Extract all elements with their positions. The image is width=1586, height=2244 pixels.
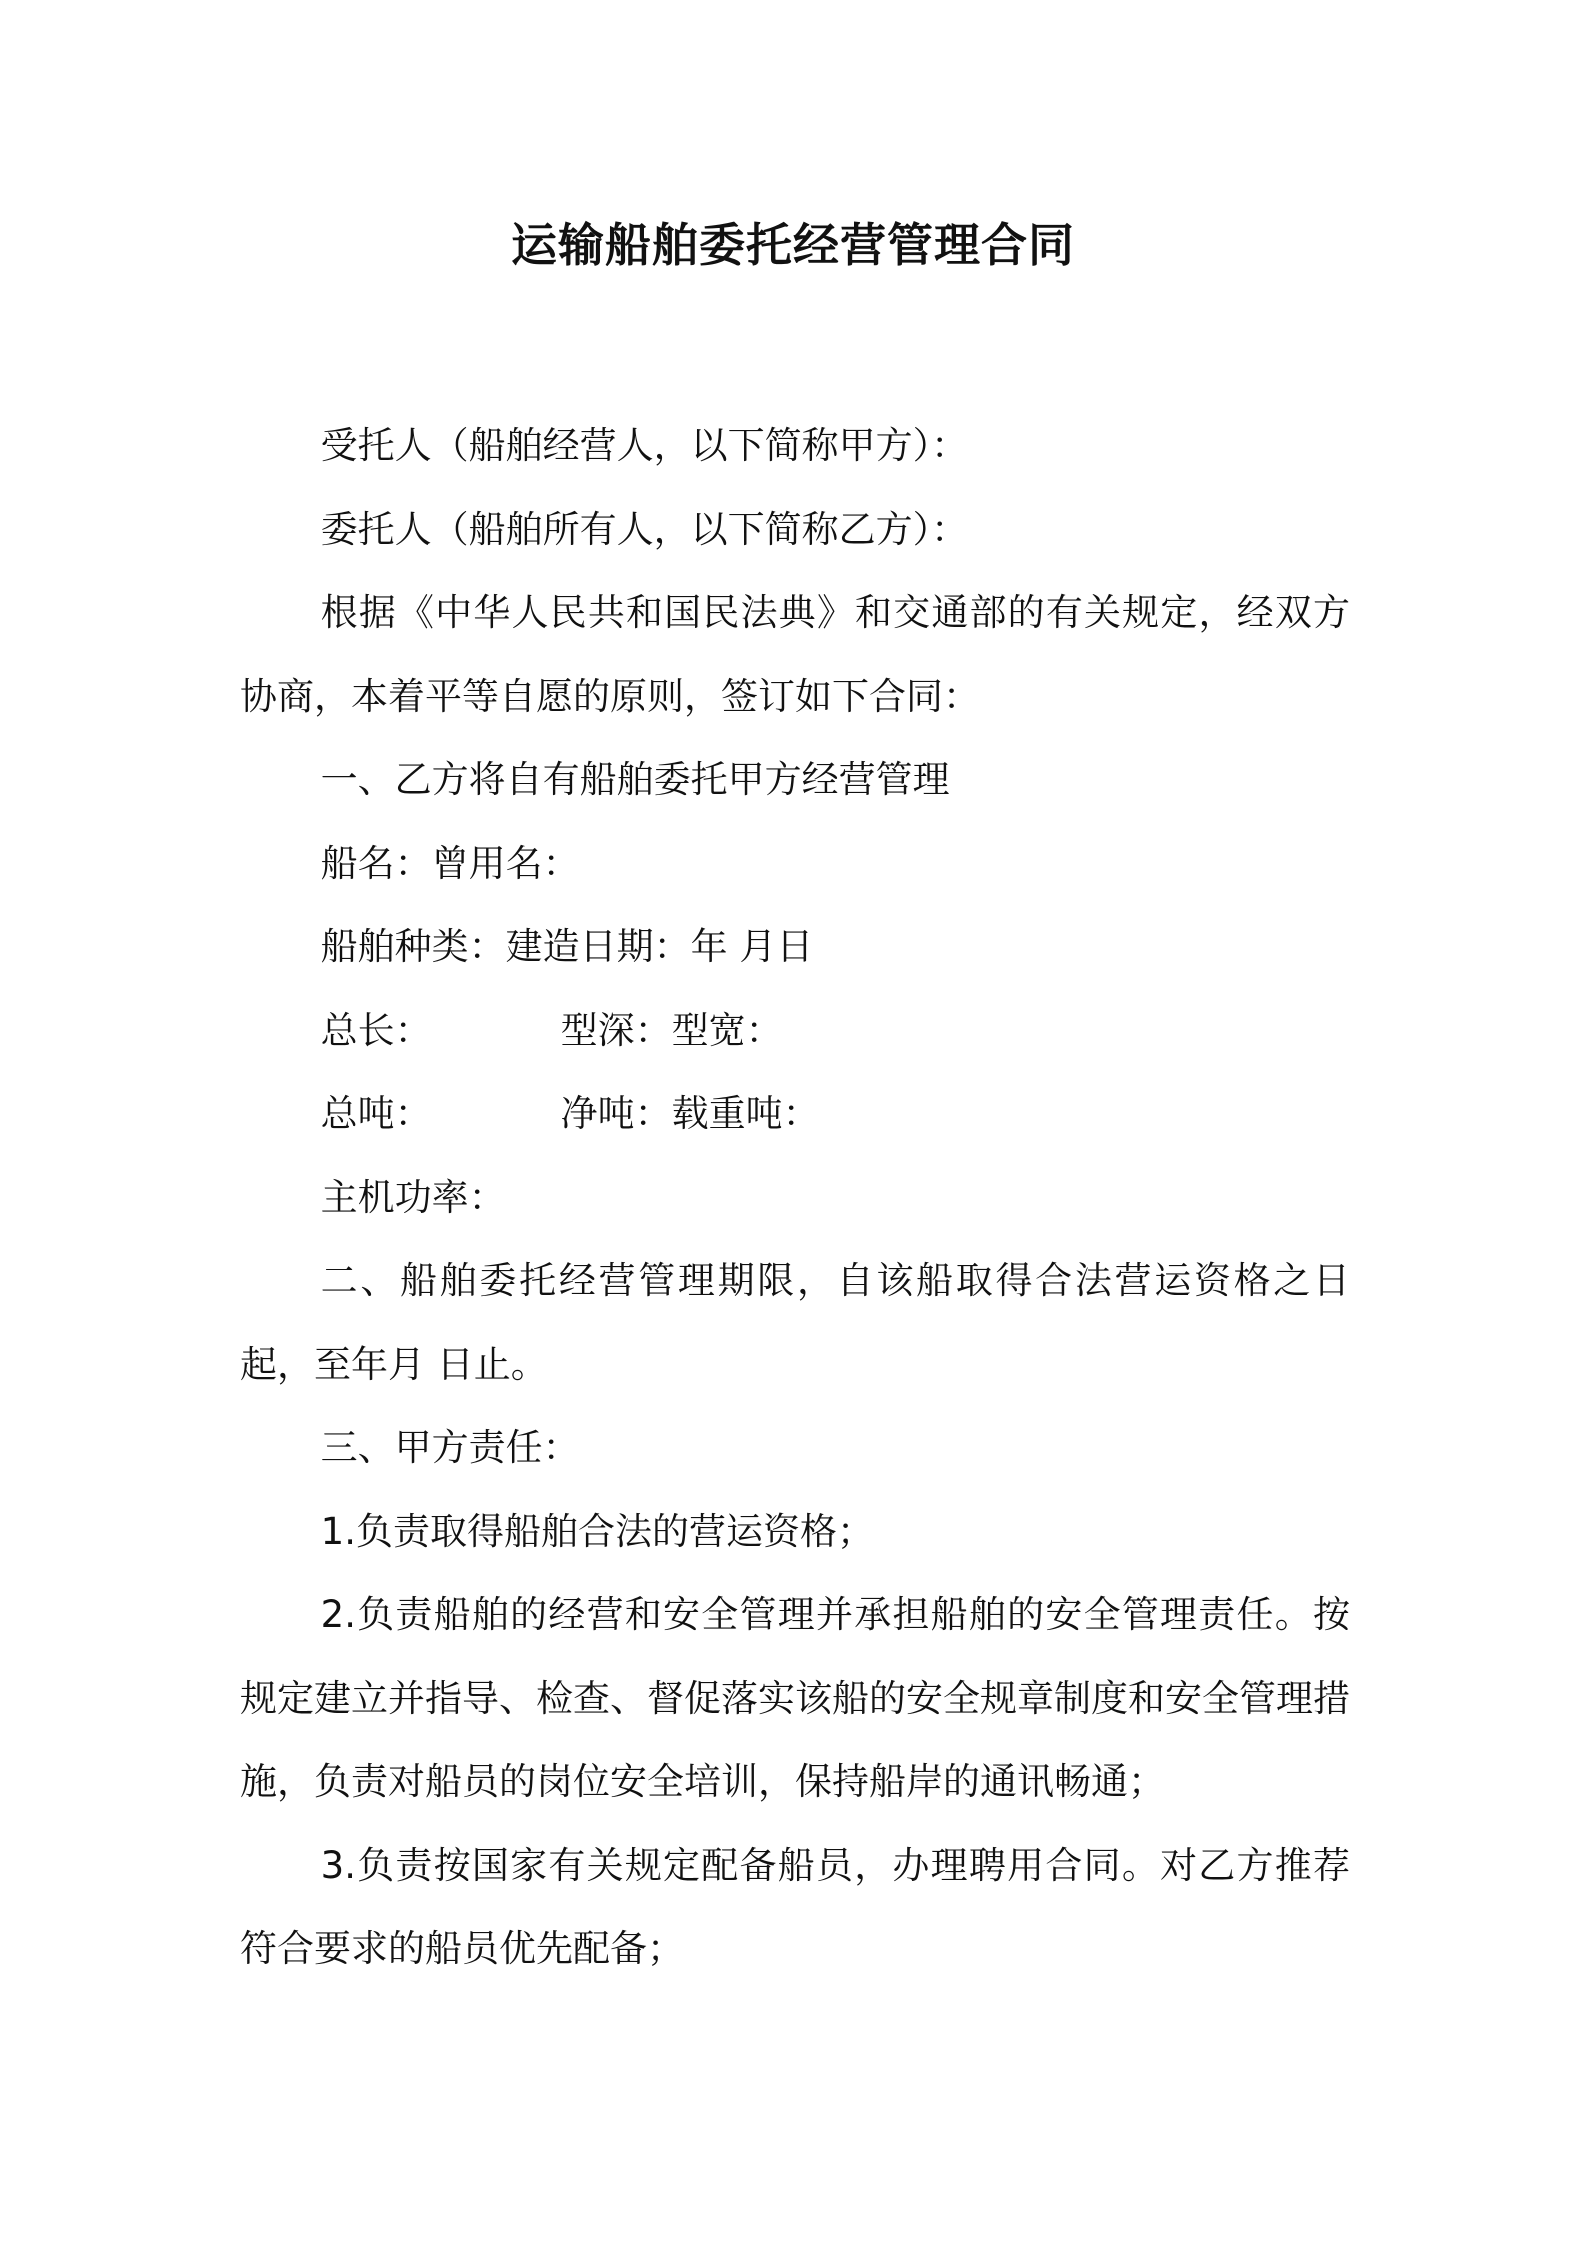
section-3-item-3: 3.负责按国家有关规定配备船员，办理聘用合同。对乙方推荐符合要求的船员优先配备； — [240, 1843, 1350, 1970]
section-3-item-2: 2.负责船舶的经营和安全管理并承担船舶的安全管理责任。按规定建立并指导、检查、督促落实该船的安全规章制度和安全管理措施，负责对船员的岗位安全培训，保持船岸的通讯畅通； — [240, 1593, 1350, 1803]
total-length-field: 总长： — [320, 1008, 432, 1052]
section-3-item-1: 1.负责取得船舶合法的营运资格； — [320, 1509, 874, 1553]
section-3-heading: 三、甲方责任： — [320, 1426, 580, 1469]
trustee-line: 受托人（船舶经营人，以下简称甲方）： — [320, 424, 969, 467]
section-2-paragraph: 二、船舶委托经营管理期限，自该船取得合法营运资格之日起，至年月 日止。 — [240, 1259, 1350, 1386]
preamble-paragraph: 根据《中华人民共和国民法典》和交通部的有关规定，经双方协商，本着平等自愿的原则，签订如下合同： — [240, 591, 1350, 718]
document-title: 运输船舶委托经营管理合同 — [511, 218, 1075, 272]
entrustor-line: 委托人（船舶所有人，以下简称乙方）： — [320, 507, 969, 551]
tonnage-row — [240, 1072, 1350, 1156]
dimensions-row — [240, 989, 1350, 1073]
ship-type-line: 船舶种类：建造日期：年 月日 — [320, 925, 814, 968]
ship-name-line: 船名：曾用名： — [320, 841, 580, 885]
gross-tonnage-field: 总吨： — [320, 1092, 432, 1135]
contract-body — [240, 404, 1350, 1991]
engine-power-line: 主机功率： — [320, 1175, 506, 1219]
net-deadweight-field: 净吨：载重吨： — [560, 1092, 820, 1135]
depth-width-field: 型深：型宽： — [560, 1008, 783, 1052]
section-1-heading: 一、乙方将自有船舶委托甲方经营管理 — [320, 758, 950, 801]
